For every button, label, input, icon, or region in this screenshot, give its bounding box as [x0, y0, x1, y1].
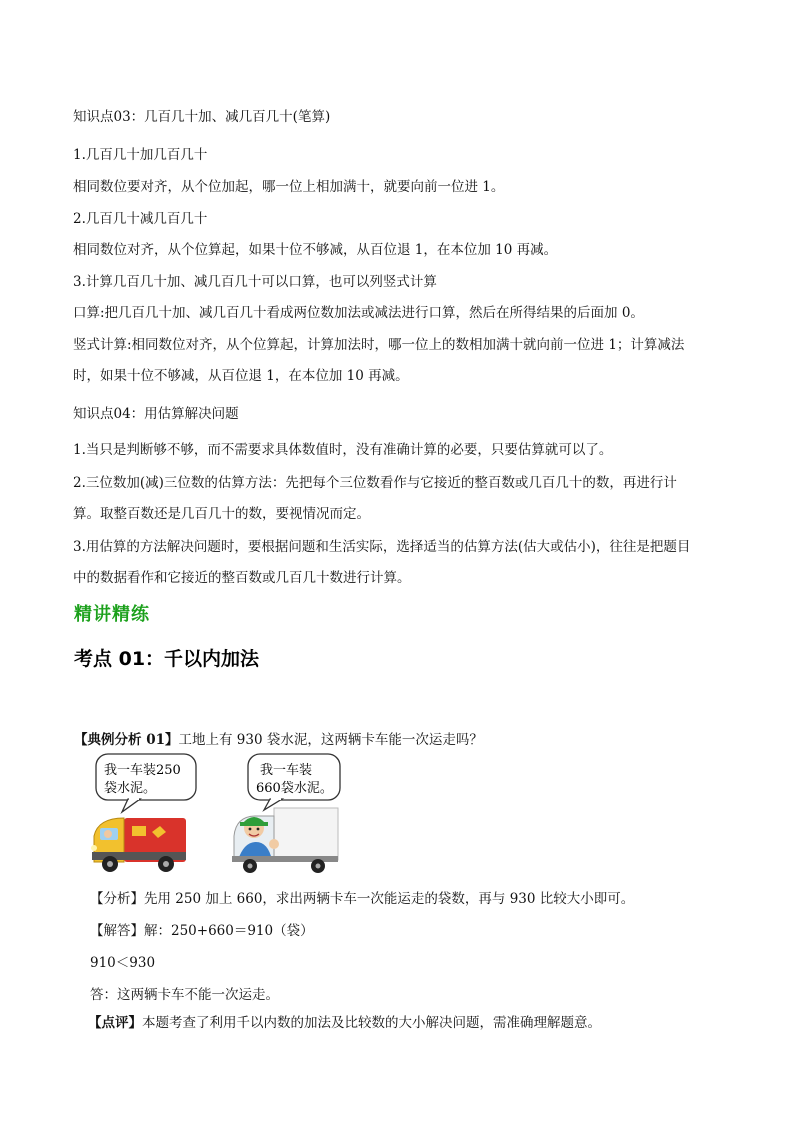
kp04-item3-line2: 中的数据看作和它接近的整百数或几百几十数进行计算。: [73, 570, 411, 586]
analysis-text: 先用 250 加上 660，求出两辆卡车一次能运走的袋数，再与 930 比较大小即可。: [144, 891, 635, 907]
section-heading: 精讲精练: [74, 604, 150, 625]
right-bubble-line1: 我一车装: [260, 763, 313, 778]
trucks-illustration: [88, 752, 348, 882]
kp04-item2-line1: 2.三位数加(减)三位数的估算方法：先把每个三位数看作与它接近的整百数或几百几十的数，再进行计: [73, 475, 677, 491]
kp03-item3-oral: 口算:把几百几十加、减几百几十看成两位数加法或减法进行口算，然后在所得结果的后面加 0。: [73, 305, 644, 321]
knowledge-point-04-title: 知识点04：用估算解决问题: [73, 406, 239, 422]
kp03-item3-vertical-line1: 竖式计算:相同数位对齐，从个位算起，计算加法时，哪一位上的数相加满十就向前一位进 1；计算减法: [73, 337, 685, 353]
answer-line: [90, 919, 314, 939]
kp03-item1-body: 相同数位要对齐，从个位加起，哪一位上相加满十，就要向前一位进 1。: [73, 179, 505, 195]
example-tag: 【典例分析 01】: [74, 732, 179, 748]
compare-line: 910＜930: [90, 955, 156, 971]
knowledge-point-03-title: 知识点03：几百几十加、减几百几十(笔算): [73, 109, 331, 125]
left-speech-bubble: [96, 754, 196, 812]
kp03-item3-title: 3.计算几百几十加、减几百几十可以口算，也可以列竖式计算: [73, 274, 437, 290]
kp03-item1-title: 1.几百几十加几百几十: [73, 147, 208, 163]
left-truck-icon: [91, 818, 186, 872]
example-question: [74, 728, 483, 748]
kp03-item2-title: 2.几百几十减几百几十: [73, 211, 208, 227]
kp04-item3-line1: 3.用估算的方法解决问题时，要根据问题和生活实际，选择适当的估算方法(估大或估小)，往往是把题目: [73, 539, 691, 555]
kp03-item2-body: 相同数位对齐，从个位算起，如果十位不够减，从百位退 1，在本位加 10 再减。: [73, 242, 558, 258]
answer-tag: 【解答】: [90, 923, 144, 939]
conclusion-line: 答：这两辆卡车不能一次运走。: [90, 987, 279, 1003]
comment-line: [88, 1011, 601, 1031]
left-bubble-line2: 袋水泥。: [104, 781, 157, 796]
analysis-tag: 【分析】: [90, 891, 144, 907]
left-bubble-line1: 我一车装250: [104, 763, 181, 778]
comment-tag: 【点评】: [88, 1015, 142, 1031]
example-question-text: 工地上有 930 袋水泥，这两辆卡车能一次运走吗？: [178, 732, 483, 748]
right-truck-icon: [232, 808, 338, 873]
right-speech-bubble: [248, 754, 340, 810]
exam-point-heading: 考点 01：千以内加法: [74, 648, 260, 670]
kp03-item3-vertical-line2: 时，如果十位不够减，从百位退 1，在本位加 10 再减。: [73, 368, 409, 384]
analysis-line: [90, 887, 634, 907]
comment-text: 本题考查了利用千以内数的加法及比较数的大小解决问题，需准确理解题意。: [142, 1015, 601, 1031]
right-bubble-line2: 660袋水泥。: [256, 781, 333, 796]
kp04-item2-line2: 算。取整百数还是几百几十的数，要视情况而定。: [73, 506, 370, 522]
answer-text: 解：250+660＝910（袋）: [144, 923, 314, 939]
kp04-item1: 1.当只是判断够不够，而不需要求具体数值时，没有准确计算的必要，只要估算就可以了。: [73, 442, 613, 458]
